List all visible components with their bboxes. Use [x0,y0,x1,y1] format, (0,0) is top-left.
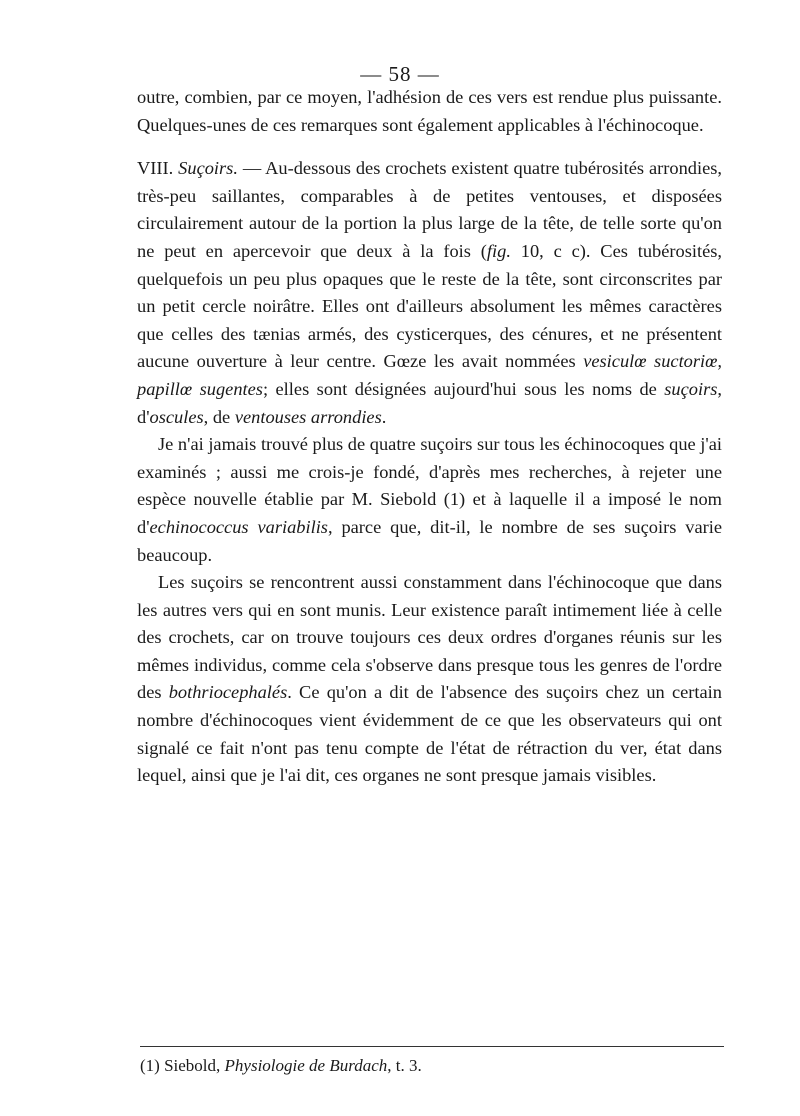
page-number: — 58 — [360,62,440,86]
section-number: VIII. [137,158,174,179]
latin-term: vesiculœ suctoriœ, papillœ sugentes [137,351,723,399]
footnote: (1) Siebold, Physiologie de Burdach, t. 3. [140,1056,422,1075]
figure-reference: fig. [486,240,511,261]
term-ventouses: ventouses arrondies [234,406,382,427]
term-oscules: oscules [149,406,204,427]
footnote-work-title: Physiologie de Burdach [224,1056,388,1075]
paragraph-section-viii: VIII. Suçoirs. — Au-dessous des crochets existent quatre tubérosités arrondies, très-peu saillantes, comparables à de petites ventouses, et disposées circulairement autour de la portion la plus large de la tête, de telle sorte qu'on ne peut en apercevoir que deux à la fois (fig. 10, c c). Ces tubérosités, quelquefois un peu plus opaques que le reste de la tête, sont circonscrites par un petit cercle noirâtre. Elles ont d'ailleurs absolument les mêmes caractères que celles des tænias armés, des cysticerques, des cénures, et ne présentent aucune ouverture à leur centre. Gœze les avait nommées vesiculœ suctoriœ, papillœ sugentes; elles sont désignées aujourd'hui sous les noms de suçoirs, d'oscules, de ventouses arrondies. [137,158,723,427]
species-name: echinococcus variabilis [149,516,328,537]
paragraph-suckers-presence: Les suçoirs se rencontrent aussi constamment dans l'échinocoque que dans les autres vers qui en sont munis. Leur existence paraît intimement liée à celle des crochets, car on trouve toujours ces deux ordres d'organes réunis sur les mêmes individus, comme cela s'observe dans presque tous les genres de l'ordre des bothriocephalés. Ce qu'on a dit de l'absence des suçoirs chez un certain nombre d'échinocoques vient évidemment de ce que les observateurs qui ont signalé ce fait n'ont pas tenu compte de l'état de rétraction du ver, état dans lequel, ainsi que je l'ai dit, ces organes ne sont presque jamais visibles. [137,572,722,786]
footnote-marker: (1) [140,1056,160,1075]
footnote-rule [140,1046,724,1047]
body-text [137,84,722,790]
section-title: Suçoirs. [178,158,238,179]
term-sucoirs: suçoirs [664,378,718,399]
paragraph-intro: outre, combien, par ce moyen, l'adhésion de ces vers est rendue plus puissante. Quelques-unes de ces remarques sont également applicables à l'échinocoque. [137,87,722,135]
order-name: bothriocephalés [168,682,288,703]
paragraph-suckers-count: Je n'ai jamais trouvé plus de quatre suçoirs sur tous les échinocoques que j'ai examinés ; aussi me crois-je fondé, d'après mes recherches, à rejeter une espèce nouvelle établie par M. Siebold (1) et à laquelle il a imposé le nom d'echinococcus variabilis, parce que, dit-il, le nombre de ses suçoirs varie beaucoup. [137,434,722,565]
